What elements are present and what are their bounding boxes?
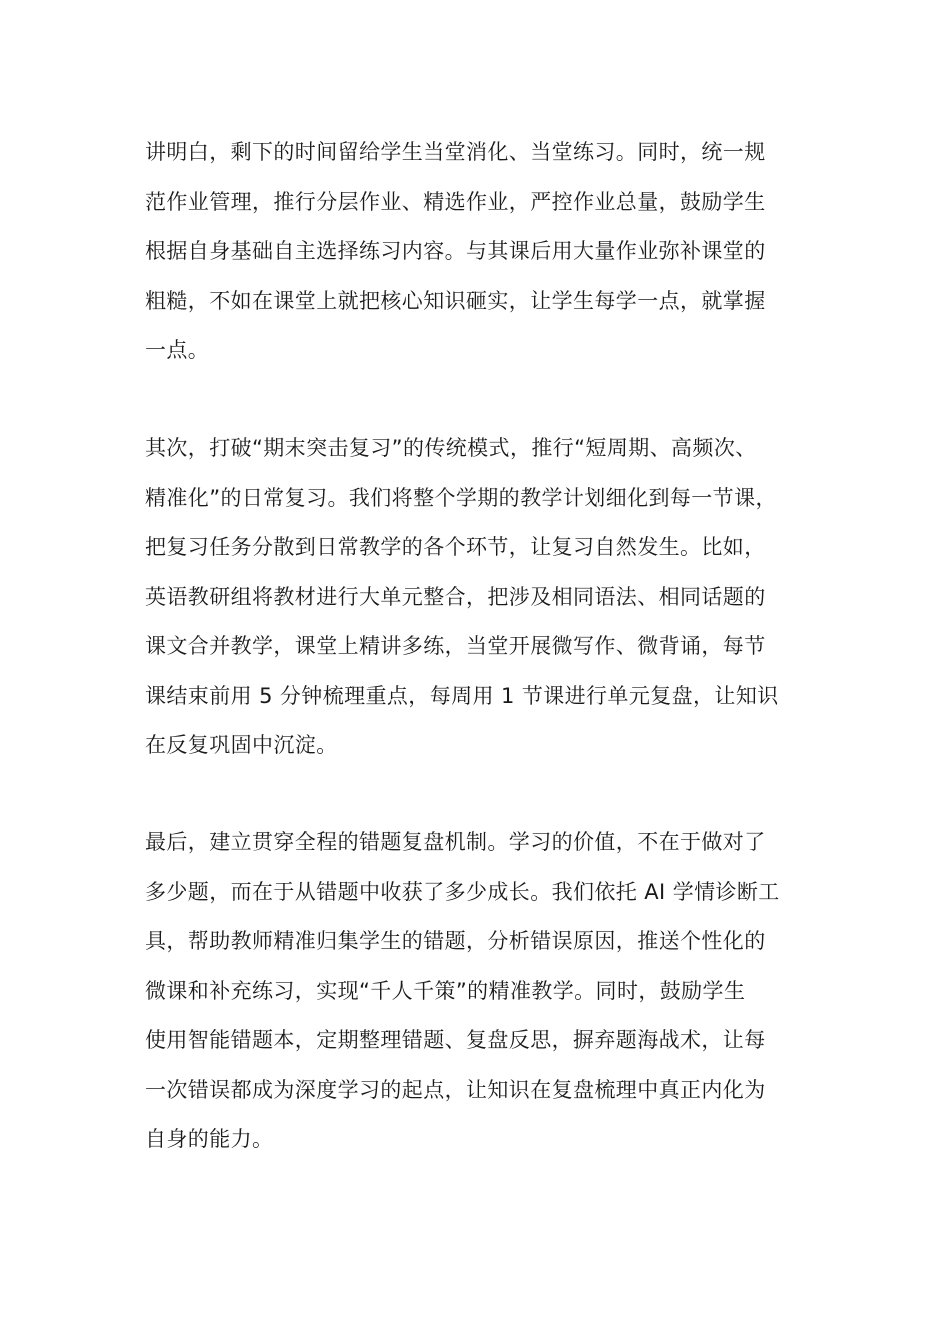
- text-line: 讲明白，剩下的时间留给学生当堂消化、当堂练习。同时，统一规: [145, 140, 766, 164]
- text-line: 英语教研组将教材进行大单元整合，把涉及相同语法、相同话题的: [145, 584, 766, 609]
- text-line: 微课和补充练习，实现“千人千策”的精准教学。同时，鼓励学生: [145, 978, 746, 1003]
- text-line: 具，帮助教师精准归集学生的错题，分析错误原因，推送个性化的: [145, 929, 766, 953]
- paragraph-3: [145, 818, 825, 1165]
- paragraph-1: [145, 128, 825, 376]
- text-line: 自身的能力。: [145, 1127, 274, 1151]
- text-line: 把复习任务分散到日常教学的各个环节，让复习自然发生。比如，: [145, 535, 766, 559]
- text-line: 一点。: [145, 338, 210, 362]
- text-line: 一次错误都成为深度学习的起点，让知识在复盘梳理中真正内化为: [145, 1077, 766, 1102]
- text-line: 根据自身基础自主选择练习内容。与其课后用大量作业弥补课堂的: [145, 239, 766, 263]
- text-line: 其次，打破“期末突击复习”的传统模式，推行“短周期、高频次、: [145, 436, 757, 460]
- text-line: 精准化”的日常复习。我们将整个学期的教学计划细化到每一节课，: [145, 485, 777, 510]
- text-line: 使用智能错题本，定期整理错题、复盘反思，摒弃题海战术，让每: [145, 1028, 766, 1052]
- text-line: 范作业管理，推行分层作业、精选作业，严控作业总量，鼓励学生: [145, 189, 766, 214]
- text-line: 课结束前用 5 分钟梳理重点，每周用 1 节课进行单元复盘，让知识: [145, 683, 779, 708]
- text-line: 课文合并教学，课堂上精讲多练，当堂开展微写作、微背诵，每节: [145, 634, 766, 658]
- text-line: 多少题，而在于从错题中收获了多少成长。我们依托 AI 学情诊断工: [145, 879, 780, 904]
- text-line: 在反复巩固中沉淀。: [145, 733, 338, 757]
- paragraph-2: [145, 424, 825, 771]
- text-line: 最后，建立贯穿全程的错题复盘机制。学习的价值，不在于做对了: [145, 830, 766, 854]
- text-line: 粗糙，不如在课堂上就把核心知识砸实，让学生每学一点，就掌握: [145, 288, 766, 313]
